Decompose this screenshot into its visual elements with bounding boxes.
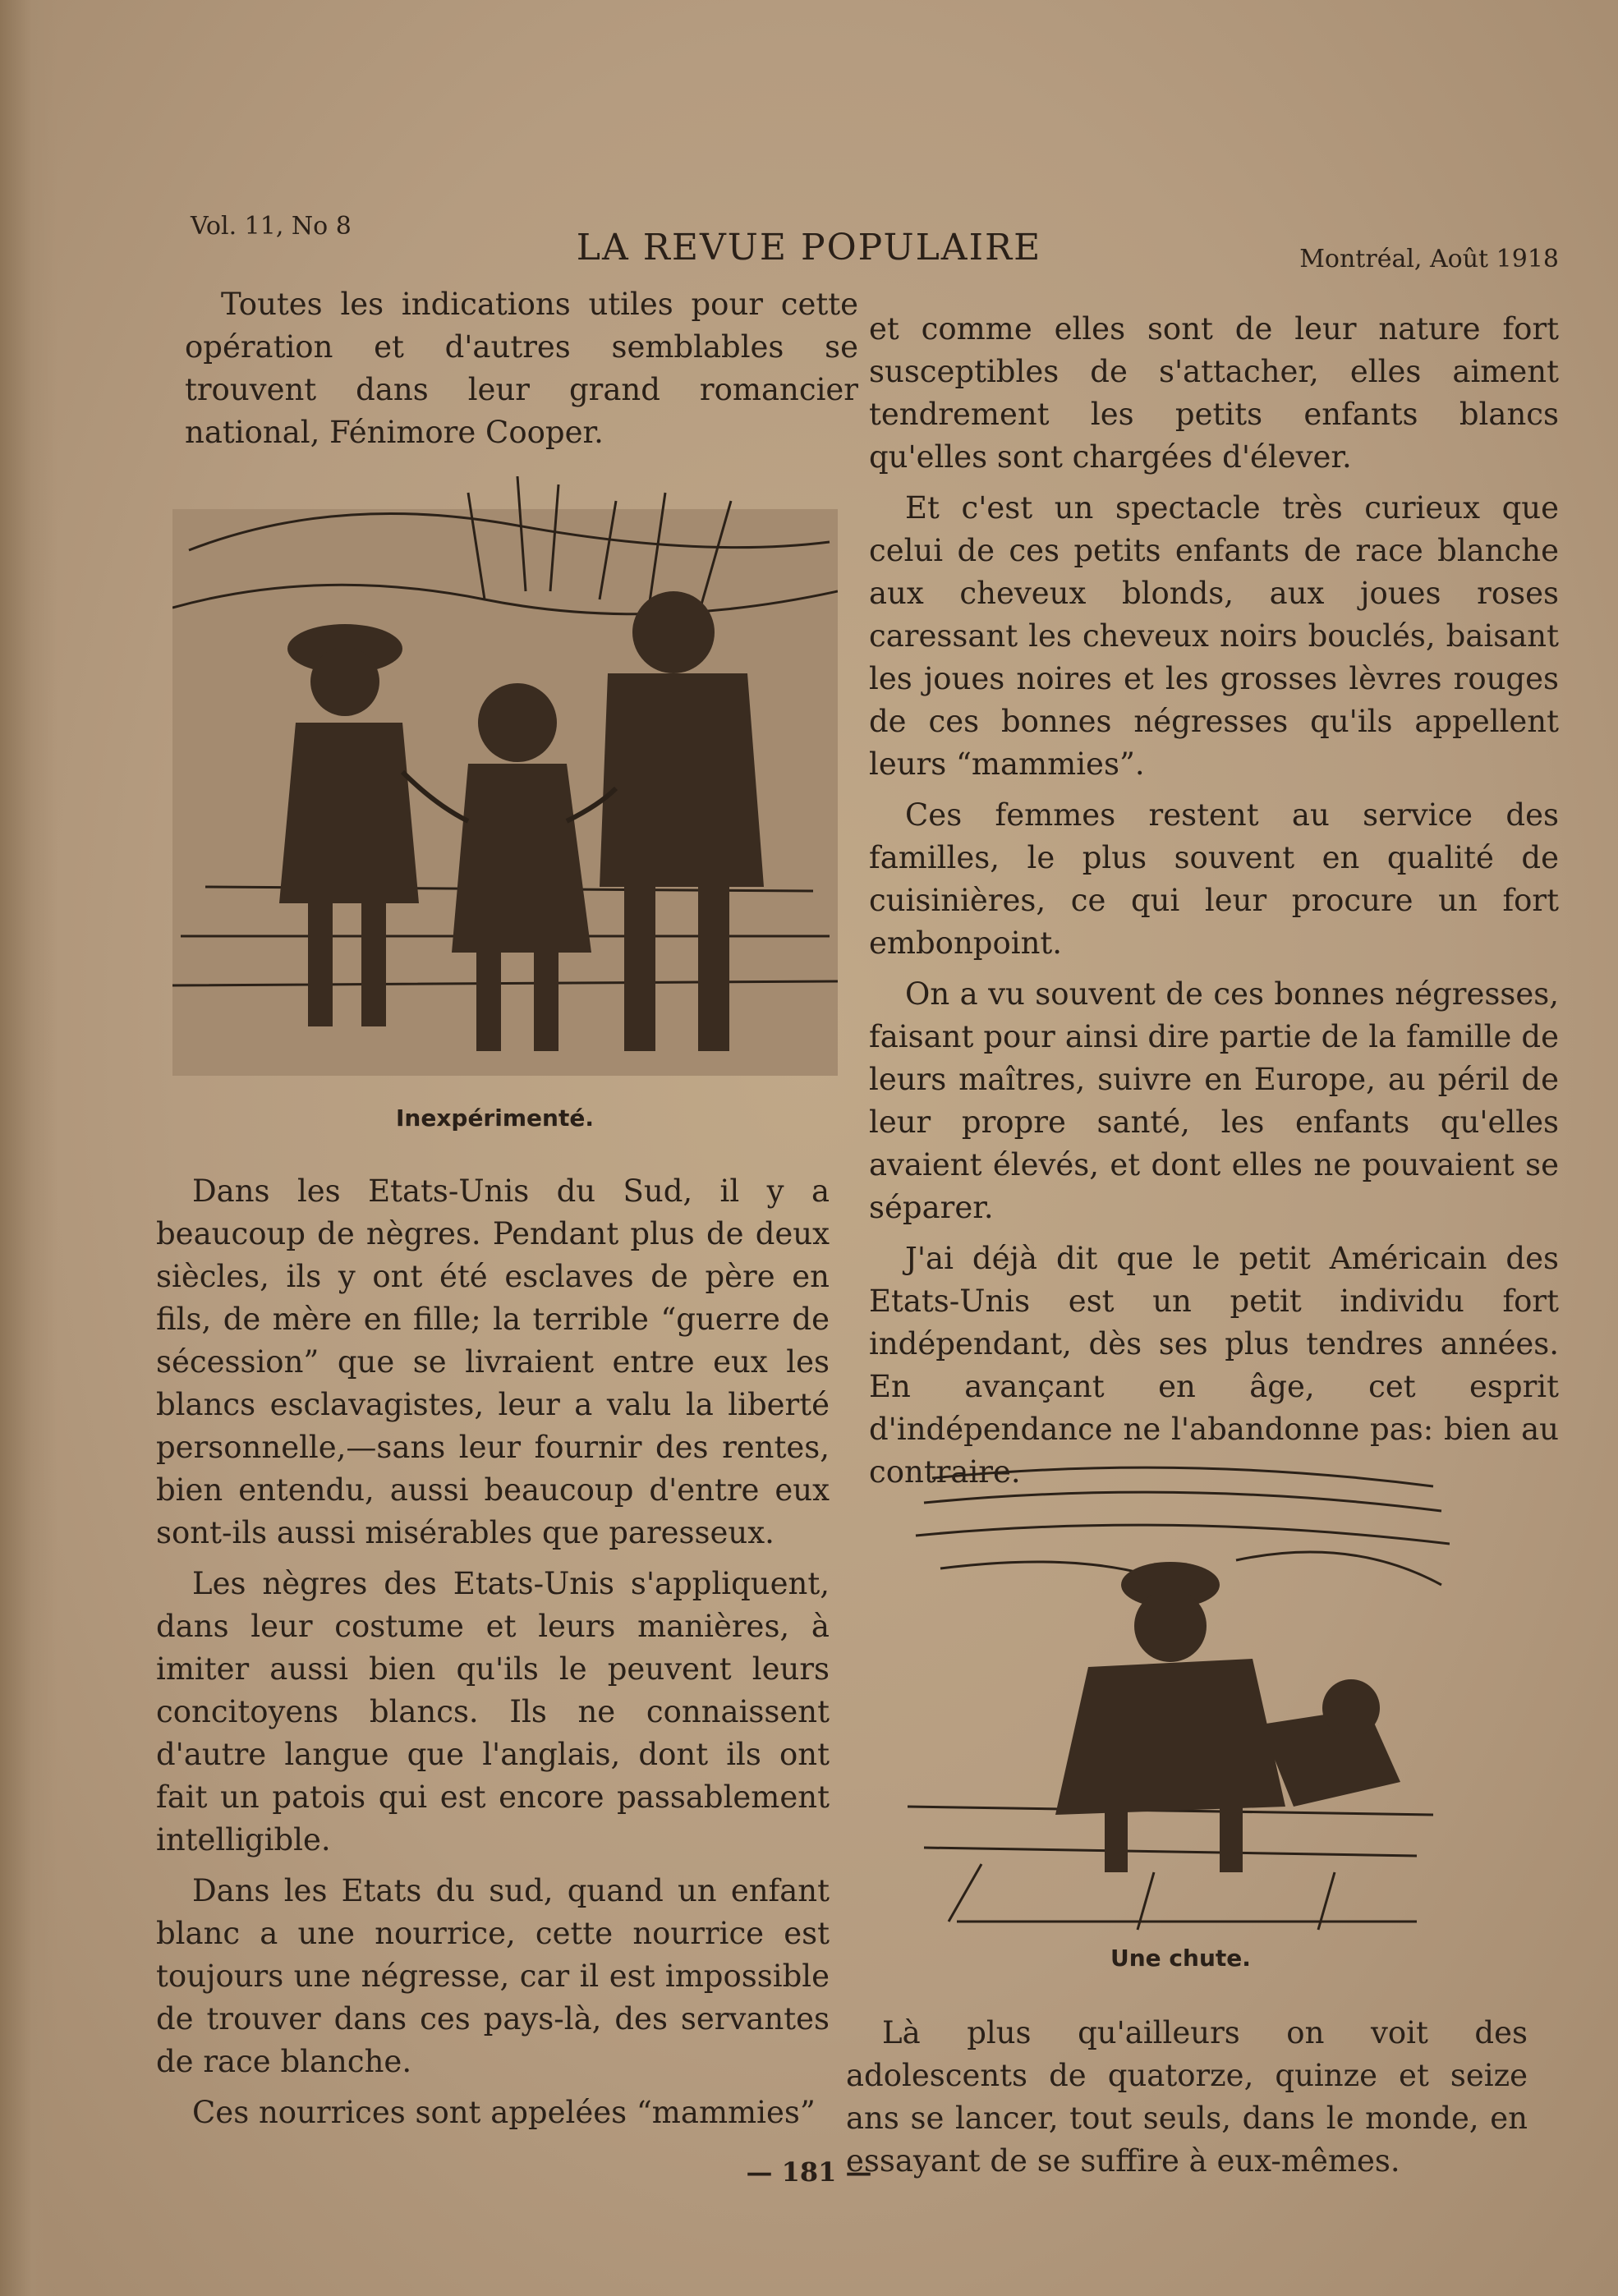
paragraph: On a vu souvent de ces bonnes négresses, faisant pour ainsi dire partie de la famille de leurs maîtres, suivre en Europe, au péril de leur propre santé, les enfants qu'elles avaient élevés, et dont elles ne pouvaient se séparer. (869, 976, 1559, 1225)
page-number: — 181 — (746, 2156, 872, 2188)
paragraph: Dans les Etats du sud, quand un enfant blanc a une nourrice, cette nourrice est toujours une négresse, car il est impossible de trouver dans ces pays-là, des servantes de race blanche. (156, 1873, 830, 2079)
paragraph: Les nègres des Etats-Unis s'appliquent, dans leur costume et leurs manières, à imiter aussi bien qu'ils le peuvent leurs concitoyens blancs. Ils ne connaissent d'autre langue que l'anglais, dont ils ont fait un patois qui est encore passablement intelligible. (156, 1566, 830, 1857)
paragraph: Toutes les indications utiles pour cette opération et d'autres semblables se trouvent dans leur grand romancier national, Fénimore Cooper. (185, 287, 858, 450)
right-column-body (869, 308, 1559, 1502)
left-column-top (185, 283, 858, 462)
figure-caption: Une chute. (1110, 1945, 1251, 1972)
paragraph: Là plus qu'ailleurs on voit des adolescents de quatorze, quinze et seize ans se lancer, tout seuls, dans le monde, en essayant de se suffire à eux-mêmes. (846, 2015, 1528, 2179)
left-column-body (156, 1170, 830, 2142)
volume-number: Vol. 11, No 8 (191, 212, 352, 241)
children-illustration (172, 476, 838, 1076)
paragraph: et comme elles sont de leur nature fort susceptibles de s'attacher, elles aiment tendrement les petits enfants blancs qu'elles sont chargées d'élever. (869, 311, 1559, 475)
issue-date: Montréal, Août 1918 (1299, 245, 1559, 273)
paragraph: J'ai déjà dit que le petit Américain des Etats-Unis est un petit individu fort indépendant, dès ses plus tendres années. En avançant en âge, cet esprit d'indépendance ne l'abandonne pas: bien au contraire. (869, 1241, 1559, 1490)
paragraph: Ces femmes restent au service des familles, le plus souvent en qualité de cuisinières, ce qui leur procure un fort embonpoint. (869, 797, 1559, 961)
fall-illustration (908, 1462, 1450, 1946)
paragraph: Et c'est un spectacle très curieux que celui de ces petits enfants de race blanche aux cheveux blonds, aux joues roses caressant les cheveux noirs bouclés, baisant les joues noires et les grosses lèvres rouges de ces bonnes négresses qu'ils appellent leurs “mammies”. (869, 490, 1559, 782)
journal-title: LA REVUE POPULAIRE (576, 227, 1042, 269)
paragraph: Dans les Etats-Unis du Sud, il y a beaucoup de nègres. Pendant plus de deux siècles, ils y ont été esclaves de père en fils, de mère en fille; la terrible “guerre de sécession” que se livraient entre eux les blancs esclavagistes, leur a valu la liberté personnelle,—sans leur fournir des rentes, bien entendu, aussi beaucoup d'entre eux sont-ils aussi misérables que paresseux. (156, 1173, 830, 1550)
figure-caption: Inexpérimenté. (396, 1104, 594, 1132)
paragraph: Ces nourrices sont appelées “mammies” (192, 2095, 816, 2130)
page-spine-shadow (0, 0, 57, 2296)
